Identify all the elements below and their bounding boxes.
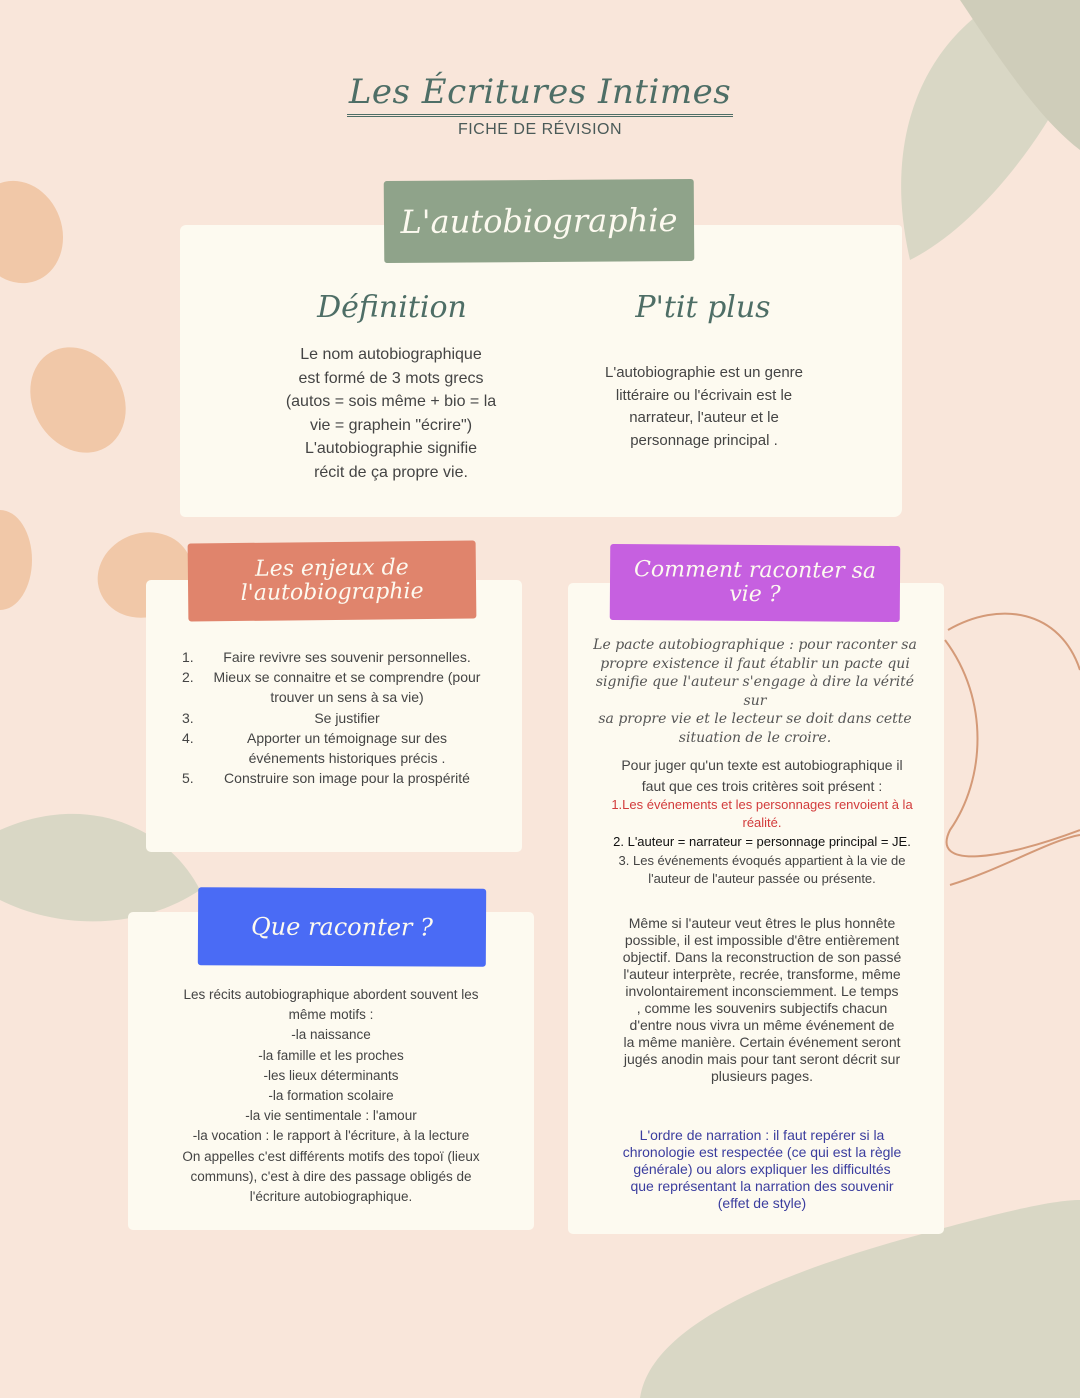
critere-line: 3. Les événements évoqués appartient à la vie de: [618, 853, 906, 868]
raconter-line: On appelles c'est différents motifs des topoï (lieux: [182, 1148, 480, 1164]
honnetete-text: [590, 915, 934, 1085]
critere-3: [590, 852, 934, 888]
definition-heading: Définition: [317, 290, 467, 325]
page-title: Les Écritures Intimes: [0, 72, 1080, 112]
pacte-line: signifie que l'auteur s'engage à dire la vérité sur: [595, 674, 915, 709]
list-item: 4. Apporter un témoignage sur des: [182, 729, 447, 746]
comment-title-line: vie ?: [729, 581, 781, 608]
raconter-line: -la vie sentimentale : l'amour: [245, 1108, 417, 1124]
critere-1: [590, 796, 934, 832]
raconter-line: -la famille et les proches: [258, 1047, 404, 1063]
ptit-plus-line: L'autobiographie est un genre: [604, 364, 804, 381]
enjeux-banner: [188, 540, 477, 621]
honnetete-line: , comme les souvenirs subjectifs chacun: [636, 1000, 888, 1016]
ptit-plus-line: personnage principal .: [630, 431, 778, 449]
raconter-line: -la naissance: [291, 1027, 371, 1043]
definition-line: vie = graphein "écrire"): [309, 416, 473, 434]
ptit-plus-line: littéraire ou l'écrivain est le: [615, 386, 793, 404]
critere-line: l'auteur de l'auteur passée ou présente.: [648, 871, 876, 886]
enjeux-title-line: Les enjeux de: [254, 555, 409, 582]
peach-blob-icon: [0, 510, 32, 610]
pacte-text: [590, 636, 920, 748]
ordre-line: que représentant la narration des souvenir: [630, 1178, 894, 1194]
definition-line: L'autobiographie signifie: [304, 440, 478, 457]
pacte-line: Le pacte autobiographique : pour raconter sa: [593, 637, 917, 653]
ordre-line: générale) ou alors expliquer les difficultés: [633, 1161, 891, 1177]
copper-line-icon: [945, 614, 1080, 885]
page-subtitle: FICHE DE RÉVISION: [457, 121, 623, 138]
definition-line: est formé de 3 mots grecs: [298, 369, 484, 387]
criteres-intro-line: Pour juger qu'un texte est autobiographique il: [621, 757, 903, 773]
ordre-line: (effet de style): [717, 1195, 807, 1211]
honnetete-line: involontairement inconsciemment. Le temps: [625, 983, 899, 999]
peach-blob-icon: [12, 330, 145, 470]
list-item: 1. Faire revivre ses souvenir personnelles.: [182, 649, 471, 665]
raconter-line: communs), c'est à dire des passage obligés de: [190, 1168, 472, 1184]
list-item: 5. Construire son image pour la prospérité: [182, 770, 470, 787]
enjeux-list: [182, 647, 492, 788]
list-item: 3. Se justifier: [182, 709, 380, 726]
critere-line: réalité.: [742, 815, 782, 830]
ptit-plus-text: [578, 362, 830, 452]
honnetete-line: l'auteur interprète, recrée, transforme, même: [623, 966, 901, 982]
peach-blob-icon: [0, 168, 77, 296]
raconter-banner: Que raconter ?: [198, 887, 486, 967]
pacte-line: sa propre vie et le lecteur se doit dans cette: [598, 711, 912, 728]
comment-banner: [610, 544, 901, 622]
honnetete-line: possible, il est impossible d'être entièrement: [624, 932, 900, 948]
raconter-line: Les récits autobiographique abordent souvent les: [183, 987, 479, 1002]
honnetete-line: la même manière. Certain événement seront: [623, 1034, 901, 1050]
honnetete-line: objectif. Dans la reconstruction de son passé: [622, 949, 902, 965]
ordre-line: chronologie est respectée (ce qui est la règle: [622, 1144, 902, 1160]
criteres-intro-line: faut que ces trois critères soit présent :: [641, 777, 883, 794]
ptit-plus-line: narrateur, l'auteur et le: [629, 409, 779, 426]
ordre-text: [590, 1127, 934, 1212]
list-item: 2. Mieux se connaitre et se comprendre (pour: [182, 669, 481, 686]
raconter-line: même motifs :: [288, 1007, 374, 1023]
ptit-plus-heading: P'tit plus: [635, 290, 771, 325]
raconter-line: -la vocation : le rapport à l'écriture, à la lecture: [192, 1128, 470, 1144]
honnetete-line: jugés anodin mais pour tant seront décrit sur: [623, 1051, 901, 1067]
critere-line: 1.Les événements et les personnages renvoient à la: [611, 797, 913, 812]
honnetete-line: plusieurs pages.: [711, 1068, 813, 1084]
enjeux-title-line: l'autobiographie: [240, 579, 424, 606]
ordre-line: L'ordre de narration : il faut repérer si la: [639, 1127, 885, 1143]
definition-text: [266, 343, 516, 484]
definition-line: récit de ça propre vie.: [314, 463, 468, 481]
list-item: événements historiques précis .: [248, 750, 446, 767]
pacte-line: propre existence il faut établir un pacte qui: [600, 655, 910, 672]
list-item: trouver un sens à sa vie): [270, 689, 424, 706]
definition-line: (autos = sois même + bio = la: [285, 393, 497, 410]
definition-line: Le nom autobiographique: [300, 346, 482, 363]
raconter-text: [140, 985, 522, 1207]
criteres-text: [590, 755, 934, 796]
raconter-line: l'écriture autobiographique.: [249, 1189, 413, 1205]
honnetete-line: Même si l'auteur veut êtres le plus honnête: [628, 915, 896, 931]
raconter-line: -la formation scolaire: [268, 1088, 394, 1104]
pacte-line: situation de le croire.: [678, 729, 832, 746]
comment-title-line: Comment raconter sa: [634, 557, 877, 584]
critere-2: 2. L'auteur = narrateur = personnage principal = JE.: [613, 834, 911, 849]
autobiographie-banner: L'autobiographie: [384, 179, 695, 263]
honnetete-line: d'entre nous vivra un même événement de: [629, 1017, 895, 1033]
raconter-line: -les lieux déterminants: [263, 1067, 399, 1083]
